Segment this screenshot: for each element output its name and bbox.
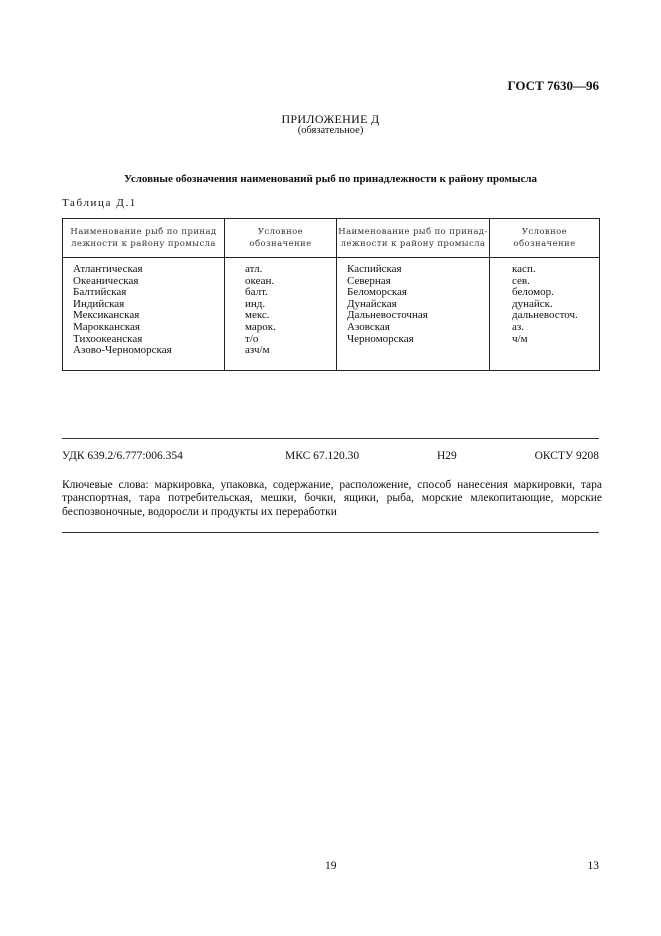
list-item: Азово-Черноморская [73, 344, 172, 357]
list-item: Тихоокеанская [73, 332, 143, 345]
list-item: сев. [512, 274, 530, 287]
list-item: дунайск. [512, 297, 553, 310]
list-item: Балтийская [73, 286, 127, 299]
page-number-right: 13 [587, 860, 599, 872]
list-item: Индийская [73, 297, 125, 310]
list-item: Азовская [347, 320, 390, 333]
footer-bottom-rule [62, 532, 599, 533]
list-item: ч/м [512, 332, 528, 345]
list-item: беломор. [512, 286, 554, 299]
appendix-title: ПРИЛОЖЕНИЕ Д [281, 112, 380, 126]
document-code: ГОСТ 7630—96 [507, 78, 599, 93]
list-item: азч/м [245, 344, 270, 357]
mks-code: МКС 67.120.30 [285, 450, 360, 462]
classification-code: Н29 [437, 450, 457, 462]
list-item: Черноморская [347, 332, 414, 345]
right-codes-cell [490, 258, 600, 371]
footer-top-rule [62, 438, 599, 439]
left-names-cell [63, 258, 225, 371]
list-item: Северная [347, 274, 391, 287]
list-item: атл. [245, 263, 263, 275]
header-designation-right: Условное обозначение [490, 219, 600, 258]
list-item: марок. [245, 320, 276, 333]
list-item: касп. [512, 263, 536, 275]
list-item: Дунайская [347, 297, 397, 310]
list-item: океан. [245, 274, 275, 287]
list-item: Мексиканская [73, 309, 140, 322]
list-item: Каспийская [347, 263, 402, 275]
left-codes-cell [225, 258, 337, 371]
table-label: Таблица Д.1 [62, 197, 137, 209]
list-item: инд. [245, 297, 266, 310]
header-designation-left: Условное обозначение [225, 219, 337, 258]
list-item: Океаническая [73, 274, 139, 287]
appendix-subtitle: (обязательное) [297, 125, 364, 136]
right-names-cell [337, 258, 490, 371]
page-number-center: 19 [325, 860, 337, 872]
list-item: Дальневосточная [347, 309, 428, 322]
table-body-row [63, 258, 600, 371]
header-fish-name-left: Наименование рыб по принад лежности к району промысла [63, 219, 225, 258]
table-header-row [63, 219, 600, 258]
list-item: т/о [245, 332, 259, 345]
section-heading: Условные обозначения наименований рыб по принадлежности к району промысла [123, 173, 538, 185]
udk-code: УДК 639.2/6.777:006.354 [62, 450, 183, 462]
list-item: Марокканская [73, 320, 140, 333]
header-fish-name-right: Наименование рыб по принад- лежности к району промысла [337, 219, 490, 258]
list-item: Атлантическая [73, 263, 143, 275]
list-item: балт. [245, 286, 268, 299]
list-item: Беломорская [347, 286, 407, 299]
list-item: мекс. [245, 309, 270, 322]
keywords-paragraph: Ключевые слова: маркировка, упаковка, содержание, расположение, способ нанесения маркировки, тара транспортная, тара потребительская, мешки, бочки, ящики, рыба, морские млекопитающие, морские беспозвоночные, водоросли и продукты их переработки [62, 479, 602, 518]
okstu-code: ОКСТУ 9208 [534, 450, 599, 462]
fish-designation-table [62, 218, 600, 371]
list-item: аз. [512, 320, 524, 333]
list-item: дальневосточ. [512, 309, 578, 322]
